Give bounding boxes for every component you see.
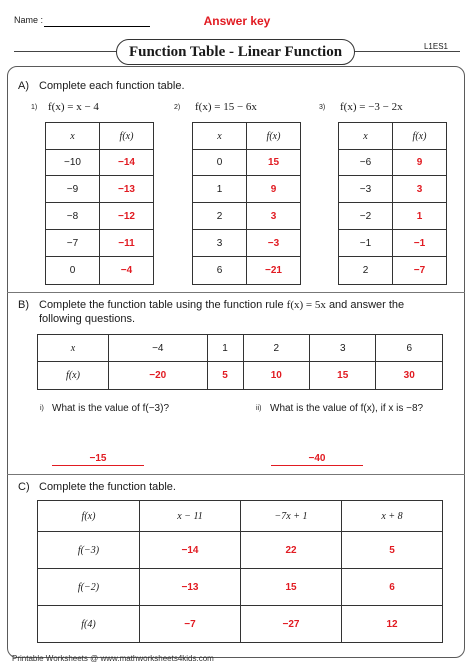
table-2-rule: f(x) = 15 − 6x	[195, 101, 257, 113]
col-x-header: x	[339, 123, 393, 150]
row-label: f(4)	[38, 606, 140, 643]
answer-cell: 6	[342, 569, 443, 606]
answer-cell: 12	[342, 606, 443, 643]
row-x-label: x	[38, 335, 109, 362]
x-cell: 2	[243, 335, 309, 362]
x-cell: 3	[310, 335, 376, 362]
x-cell: 0	[46, 257, 100, 285]
function-table-b	[37, 334, 443, 390]
row-label: f(−2)	[38, 569, 140, 606]
fx-answer-cell: 3	[247, 203, 301, 230]
row-label: f(−3)	[38, 532, 140, 569]
fx-answer-cell: −13	[100, 176, 154, 203]
x-cell: 3	[193, 230, 247, 257]
fx-answer-cell: 9	[393, 150, 447, 176]
section-a-label: A)	[18, 80, 29, 92]
row-fx-label: f(x)	[38, 362, 109, 390]
footer-site-link[interactable]: www.mathworksheets4kids.com	[100, 654, 214, 663]
col-x-header: x	[46, 123, 100, 150]
section-b-label: B)	[18, 299, 29, 311]
x-cell: 6	[193, 257, 247, 285]
fx-answer-cell: −4	[100, 257, 154, 285]
function-table-c	[37, 500, 443, 643]
x-cell: 2	[193, 203, 247, 230]
x-cell: −3	[339, 176, 393, 203]
table-3-rule: f(x) = −3 − 2x	[340, 101, 403, 113]
question-2-number: ii)	[256, 405, 262, 412]
fx-answer-cell: 10	[243, 362, 309, 390]
answer-cell: 15	[241, 569, 342, 606]
fx-answer-cell: −11	[100, 230, 154, 257]
section-divider-bc	[7, 474, 465, 475]
question-2-text: What is the value of f(x), if x is −8?	[270, 403, 424, 414]
fx-answer-cell: 3	[393, 176, 447, 203]
fx-answer-cell: −7	[393, 257, 447, 285]
table-1-number: 1)	[31, 104, 38, 111]
fx-answer-cell: 1	[393, 203, 447, 230]
x-cell: 1	[193, 176, 247, 203]
fx-answer-cell: −12	[100, 203, 154, 230]
section-b-instruction-part-2: and answer the	[328, 299, 405, 311]
question-1-number: i)	[40, 405, 44, 412]
answer-key-label: Answer key	[203, 14, 271, 28]
footer-prefix: Printable Worksheets @	[12, 654, 101, 663]
x-cell: −4	[109, 335, 208, 362]
fx-answer-cell: 9	[247, 176, 301, 203]
x-cell: 0	[193, 150, 247, 176]
x-cell: −6	[339, 150, 393, 176]
x-cell: 6	[376, 335, 443, 362]
section-b-instruction	[39, 299, 404, 311]
header-cell: x + 8	[342, 501, 443, 532]
answer-cell: 22	[241, 532, 342, 569]
section-b-instruction-part-1: Complete the function table using the function rule	[39, 299, 284, 311]
question-1-text: What is the value of f(−3)?	[52, 403, 170, 414]
x-cell: −2	[339, 203, 393, 230]
col-fx-header: f(x)	[393, 123, 447, 150]
header-cell: x − 11	[140, 501, 241, 532]
header-cell: f(x)	[38, 501, 140, 532]
worksheet-code: L1ES1	[423, 42, 448, 51]
x-cell: −10	[46, 150, 100, 176]
table-1-rule: f(x) = x − 4	[48, 101, 99, 113]
fx-answer-cell: −3	[247, 230, 301, 257]
name-label: Name :	[14, 15, 44, 25]
table-3-number: 3)	[319, 104, 326, 111]
table-2-number: 2)	[174, 104, 181, 111]
fx-answer-cell: −14	[100, 150, 154, 176]
footer	[12, 654, 214, 663]
x-cell: −9	[46, 176, 100, 203]
answer-cell: −7	[140, 606, 241, 643]
function-table-1	[45, 122, 154, 285]
question-1-answer: −15	[52, 453, 144, 466]
fx-answer-cell: 15	[247, 150, 301, 176]
question-2-answer: −40	[271, 453, 363, 466]
x-cell: −7	[46, 230, 100, 257]
x-cell: 2	[339, 257, 393, 285]
x-cell: −1	[339, 230, 393, 257]
col-x-header: x	[193, 123, 247, 150]
function-table-3	[338, 122, 447, 285]
page-title: Function Table - Linear Function	[116, 39, 355, 65]
section-divider-ab	[7, 292, 465, 293]
answer-cell: −27	[241, 606, 342, 643]
section-b-rule: f(x) = 5x	[286, 299, 326, 311]
section-c-instruction: Complete the function table.	[39, 481, 176, 493]
col-fx-header: f(x)	[100, 123, 154, 150]
x-cell: −8	[46, 203, 100, 230]
answer-cell: −14	[140, 532, 241, 569]
fx-answer-cell: 15	[310, 362, 376, 390]
col-fx-header: f(x)	[247, 123, 301, 150]
x-cell: 1	[207, 335, 243, 362]
fx-answer-cell: −21	[247, 257, 301, 285]
fx-answer-cell: −1	[393, 230, 447, 257]
section-b-instruction-part-3: following questions.	[39, 313, 136, 325]
function-table-2	[192, 122, 301, 285]
answer-cell: 5	[342, 532, 443, 569]
fx-answer-cell: −20	[109, 362, 208, 390]
header-cell: −7x + 1	[241, 501, 342, 532]
answer-cell: −13	[140, 569, 241, 606]
fx-answer-cell: 30	[376, 362, 443, 390]
section-a-instruction: Complete each function table.	[39, 80, 185, 92]
fx-answer-cell: 5	[207, 362, 243, 390]
section-c-label: C)	[18, 481, 30, 493]
